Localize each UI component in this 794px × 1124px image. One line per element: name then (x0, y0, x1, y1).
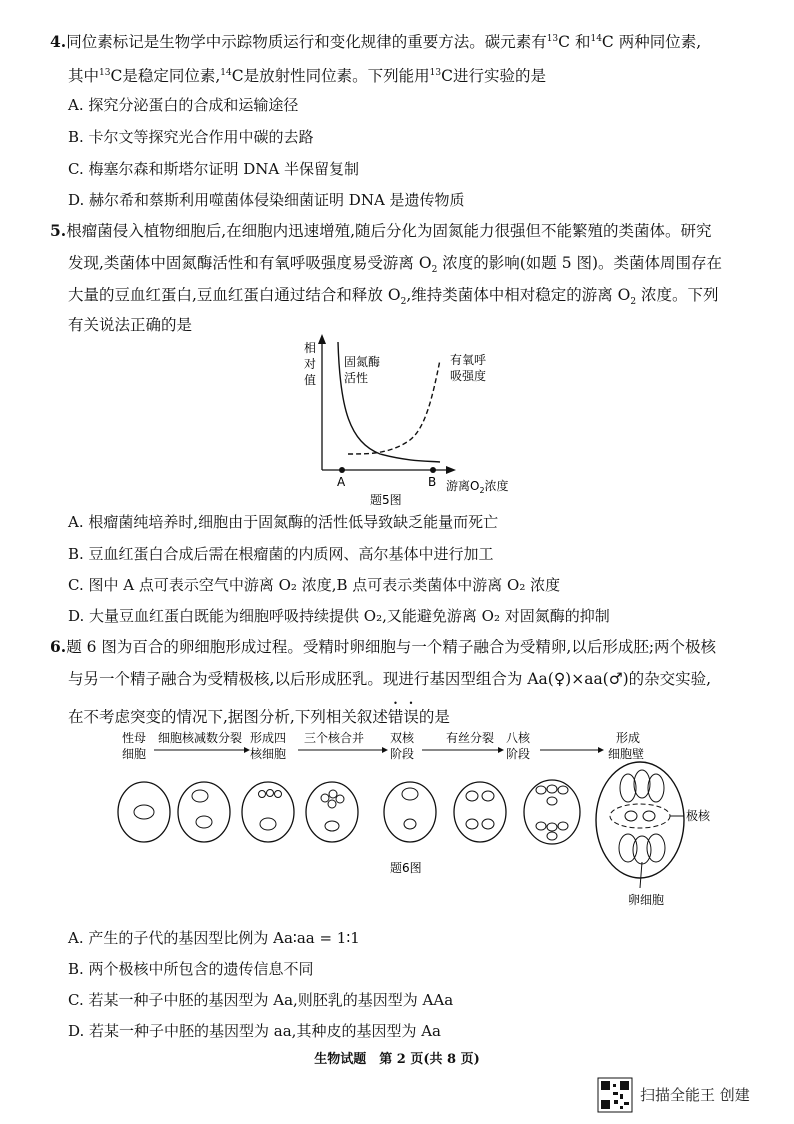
polar-nucleus (625, 811, 637, 821)
cell-3-nucleus (259, 791, 266, 798)
carbon-symbol: C (231, 67, 244, 86)
q6-option-d: D. 若某一种子中胚的基因型为 aa,其种皮的基因型为 Aa (68, 1022, 441, 1040)
q4-text: 进行实验的是 (452, 67, 546, 86)
y-axis-arrow (318, 334, 326, 344)
cell-6-nucleus (482, 791, 494, 801)
qr-code-icon (598, 1078, 632, 1112)
stage2-label-2: 核细胞 (250, 747, 287, 761)
stage4-label-2: 阶段 (506, 747, 531, 761)
q4-text: 其中 (68, 67, 100, 86)
cell-3 (242, 782, 294, 842)
stage2-label-1: 形成四 (250, 731, 287, 745)
q4-text: 两种同位素, (613, 33, 702, 52)
carbon-symbol: C (558, 33, 571, 52)
cell-7-nucleus (547, 823, 557, 831)
cell-7-nucleus (547, 797, 557, 805)
stage4-label-1: 八核 (506, 731, 531, 745)
cell-4 (306, 782, 358, 842)
cell-4-nucleus (325, 821, 339, 831)
iso14-mass: 14 (590, 34, 602, 44)
curve2-label-1: 有氧呼 (450, 353, 487, 367)
cell-7 (524, 780, 580, 844)
y-label-1: 相 (304, 341, 317, 355)
polar-nucleus (643, 811, 655, 821)
point-a-label: A (337, 475, 346, 489)
q6-text: 题 6 图为百合的卵细胞形成过程。受精时卵细胞与一个精子融合为受精卵,以后形成胚;两个极核 (66, 638, 717, 656)
arrow3-label: 有丝分裂 (446, 731, 495, 745)
page-footer: 生物试题 第 2 页(共 8 页) (314, 1052, 480, 1067)
cell-2-nucleus (196, 816, 212, 828)
q5-text: 发现,类菌体中固氮酶活性和有氧呼吸强度易受游离 O (68, 254, 432, 272)
q6-option-c: C. 若某一种子中胚的基因型为 Aa,则胚乳的基因型为 AAa (68, 991, 454, 1009)
curve2-label-2: 吸强度 (450, 369, 487, 383)
cell-6-nucleus (466, 791, 478, 801)
cell-5-nucleus (402, 788, 418, 800)
q6-figure-caption: 题6图 (390, 861, 422, 875)
q6-text: 在不考虑突变的情况下,据图分析,下列相关叙述 (68, 708, 388, 726)
arrow2-head (382, 747, 388, 753)
q5-text: 大量的豆血红蛋白,豆血红蛋白通过结合和释放 O (68, 286, 401, 304)
egg-pointer (640, 862, 642, 888)
antipodal-cell (648, 774, 664, 802)
emphasis-word: 错误 (387, 708, 419, 726)
scanner-watermark: 扫描全能王 创建 (640, 1086, 750, 1104)
q5-option-d: D. 大量豆血红蛋白既能为细胞呼吸持续提供 O₂,又能避免游离 O₂ 对固氮酶的抑制 (68, 607, 610, 625)
q4-and: 和 (570, 33, 591, 52)
q6-line1 (50, 636, 716, 658)
q5-number: 5. (50, 221, 67, 240)
q4-line2 (68, 62, 546, 87)
x-axis-arrow (446, 466, 456, 474)
q5-text: 根瘤菌侵入植物细胞后,在细胞内迅速增殖,随后分化为固氮能力很强但不能繁殖的类菌体。研究 (66, 222, 712, 240)
iso13-mass: 13 (99, 68, 111, 78)
q6-number: 6. (50, 637, 67, 656)
point-b (430, 467, 436, 473)
q4-option-c: C. 梅塞尔森和斯塔尔证明 DNA 半保留复制 (68, 160, 360, 178)
q5-option-b: B. 豆血红蛋白合成后需在根瘤菌的内质网、高尔基体中进行加工 (68, 545, 494, 563)
y-label-3: 值 (304, 373, 317, 387)
q5-option-c: C. 图中 A 点可表示空气中游离 O₂ 浓度,B 点可表示类菌体中游离 O₂ 浓度 (68, 576, 561, 594)
cell-7-nucleus (547, 785, 557, 793)
antipodal-cell (620, 774, 636, 802)
q4-line1 (50, 28, 701, 53)
cell-3-nucleus (260, 818, 276, 830)
polar-nuclei-label: 极核 (686, 809, 711, 823)
carbon-symbol: C (110, 67, 123, 86)
q6-option-b: B. 两个极核中所包含的遗传信息不同 (68, 960, 314, 978)
arrow4-head (598, 747, 604, 753)
o2-subscript: 2 (431, 265, 438, 276)
cell-6-nucleus (466, 819, 478, 829)
curve1-label-1: 固氮酶 (344, 355, 381, 369)
q5-figure-caption: 题5图 (370, 493, 402, 507)
q4-option-d: D. 赫尔希和蔡斯利用噬菌体侵染细菌证明 DNA 是遗传物质 (68, 191, 465, 209)
q5-figure (290, 330, 530, 510)
arrow1-label: 细胞核减数分裂 (158, 731, 243, 745)
q6-option-a: A. 产生的子代的基因型比例为 Aa∶aa = 1∶1 (68, 929, 360, 947)
arrow2-label: 三个核合并 (304, 731, 365, 745)
polar-nuclei-region (610, 804, 670, 828)
iso13-mass: 13 (429, 68, 442, 78)
synergid-cell (647, 834, 665, 862)
q5-text: ,维持类菌体中相对稳定的游离 O (406, 286, 631, 304)
cell-5 (384, 782, 436, 842)
cell-7-nucleus (558, 786, 568, 794)
cell-6 (454, 782, 506, 842)
cell-1-nucleus (134, 805, 154, 819)
stage3-label-1: 双核 (390, 731, 415, 745)
cell-4-nucleus (336, 795, 344, 803)
cell-4-nucleus (329, 790, 337, 798)
q5-option-a: A. 根瘤菌纯培养时,细胞由于固氮酶的活性低导致缺乏能量而死亡 (68, 513, 499, 531)
carbon-symbol: C (601, 33, 614, 52)
cell-7-nucleus (547, 832, 557, 840)
q5-line1 (50, 220, 712, 242)
q6-figure (100, 722, 711, 912)
cell-5-nucleus (404, 819, 416, 829)
stage1-label-2: 细胞 (122, 747, 147, 761)
q5-line2 (68, 252, 722, 281)
stage1-label-1: 性母 (122, 731, 147, 745)
curve1-label-2: 活性 (344, 371, 369, 385)
stage5-label-2: 细胞壁 (608, 747, 645, 761)
q4-option-a: A. 探究分泌蛋白的合成和运输途径 (68, 96, 299, 114)
o2-subscript: 2 (400, 297, 407, 308)
egg-cell-label: 卵细胞 (628, 893, 665, 907)
x-axis-label: 游离$O_2$浓度 (446, 479, 509, 495)
arrow3-head (498, 747, 504, 753)
q4-text: 是稳定同位素, (122, 67, 221, 86)
q5-line3 (68, 284, 719, 313)
cell-1 (118, 782, 170, 842)
cell-4-nucleus (321, 794, 329, 802)
carbon-symbol: C (441, 67, 453, 86)
stage5-label-1: 形成 (616, 731, 641, 745)
q4-text: 同位素标记是生物学中示踪物质运行和变化规律的重要方法。碳元素有 (66, 33, 547, 52)
q5-text: 浓度。下列 (636, 286, 719, 304)
q4-text: 是放射性同位素。下列能用 (243, 67, 430, 86)
cell-6-nucleus (482, 819, 494, 829)
cell-4-nucleus (328, 800, 336, 808)
antipodal-cell (634, 770, 650, 798)
cell-2-nucleus (192, 790, 208, 802)
q5-text: 浓度的影响(如题 5 图)。类菌体周围存在 (437, 254, 723, 272)
cell-7-nucleus (536, 786, 546, 794)
y-label-2: 对 (304, 357, 317, 371)
cell-3-nucleus (267, 790, 274, 797)
q5-line4: 有关说法正确的是 (68, 316, 193, 334)
q6-line2: 与另一个精子融合为受精极核,以后形成胚乳。现进行基因型组合为 Aa(♀)×aa(♂)的杂交实验, (68, 670, 712, 688)
iso13-mass: 13 (546, 34, 559, 44)
q4-number: 4. (50, 32, 67, 52)
point-b-label: B (428, 475, 437, 489)
q4-option-b: B. 卡尔文等探究光合作用中碳的去路 (68, 128, 314, 146)
point-a (339, 467, 345, 473)
stage3-label-2: 阶段 (390, 747, 415, 761)
cell-3-nucleus (275, 791, 282, 798)
o2-subscript: 2 (630, 297, 637, 308)
cell-7-nucleus (558, 822, 568, 830)
embryo-sac (596, 762, 684, 878)
iso14-mass: 14 (220, 68, 232, 78)
cell-7-nucleus (536, 822, 546, 830)
q6-text: 的是 (418, 708, 450, 726)
